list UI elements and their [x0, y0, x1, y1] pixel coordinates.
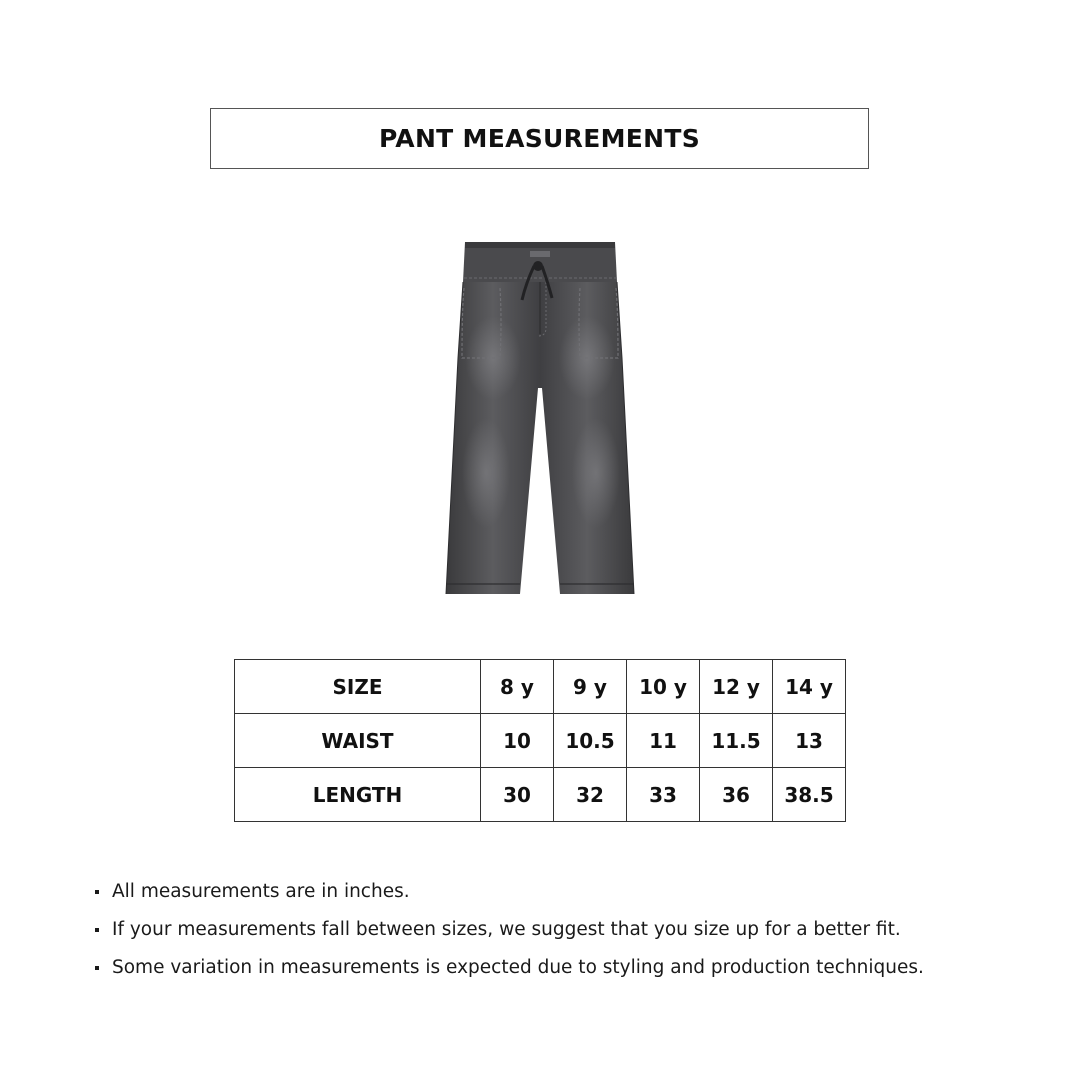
table-cell: 33 [627, 768, 700, 822]
table-cell: 30 [481, 768, 554, 822]
list-item [92, 874, 924, 912]
table-cell: 10 y [627, 660, 700, 714]
bullet-icon [95, 890, 99, 894]
table-cell: 11.5 [700, 714, 773, 768]
table-cell: 38.5 [773, 768, 846, 822]
table-row-waist [235, 714, 846, 768]
table-row-size [235, 660, 846, 714]
list-item [92, 912, 924, 950]
bullet-icon [95, 966, 99, 970]
bullet-icon [95, 928, 99, 932]
page-title: PANT MEASUREMENTS [378, 124, 701, 153]
table-cell: 11 [627, 714, 700, 768]
table-cell: 10.5 [554, 714, 627, 768]
note-text: All measurements are in inches. [112, 881, 410, 902]
table-cell: 32 [554, 768, 627, 822]
notes-list [92, 874, 924, 988]
row-label: WAIST [235, 714, 481, 768]
table-cell: 36 [700, 768, 773, 822]
note-text: If your measurements fall between sizes, we suggest that you size up for a better fit. [112, 919, 901, 940]
table-cell: 14 y [773, 660, 846, 714]
table-row-length [235, 768, 846, 822]
table-cell: 10 [481, 714, 554, 768]
table-cell: 13 [773, 714, 846, 768]
table-cell: 9 y [554, 660, 627, 714]
table-cell: 8 y [481, 660, 554, 714]
table-cell: 12 y [700, 660, 773, 714]
note-text: Some variation in measurements is expected due to styling and production techniques. [112, 957, 924, 978]
list-item [92, 950, 924, 988]
size-chart-table [234, 659, 846, 822]
jeans-image [438, 238, 642, 600]
row-label: SIZE [235, 660, 481, 714]
row-label: LENGTH [235, 768, 481, 822]
title-box [210, 108, 869, 169]
